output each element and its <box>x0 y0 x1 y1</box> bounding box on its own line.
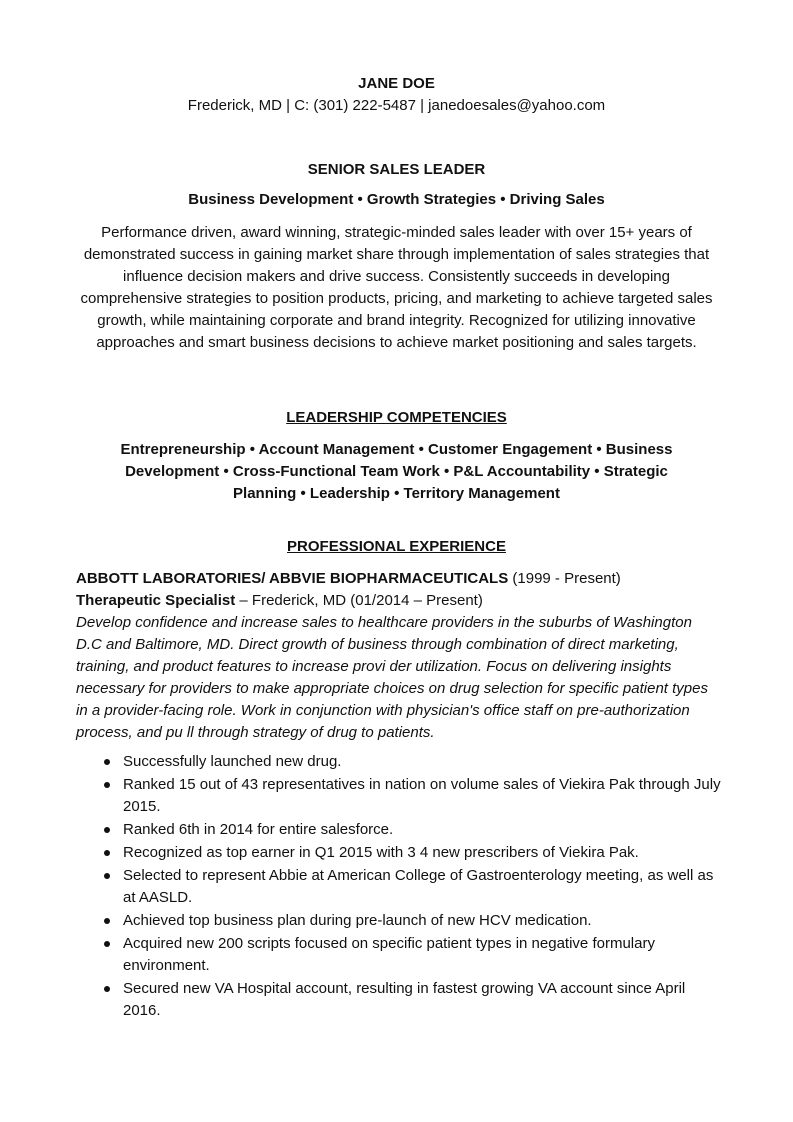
role-line <box>76 590 721 612</box>
summary-paragraph: Performance driven, award winning, strategic-minded sales leader with over 15+ years of demonstrated success in gaining market share through implementation of sales strategies that influence decision makers and drive success. Consistently succeeds in developing comprehensive strategies to position products, pricing, and marketing to achieve targeted sales growth, while maintaining corporate and brand integrity. Recognized for utilizing innovative approaches and smart business decisions to achieve market positioning and sales targets. <box>80 224 713 351</box>
company-line <box>76 568 721 590</box>
competencies-heading: LEADERSHIP COMPETENCIES <box>286 409 507 426</box>
professional-title: SENIOR SALES LEADER <box>307 161 486 178</box>
role-description: Develop confidence and increase sales to healthcare providers in the suburbs of Washington D.C and Baltimore, MD. Direct growth of business through combination of direct marketing, training, and product features to increase provi der utilization. Focus on delivering insights necessary for providers to make appropriate choices on drug selection for specific patient types in a provider-facing role. Work in conjunction with physician's office staff on pre-authorization process, and pu ll through strategy of drug to patients. <box>76 614 708 741</box>
bullet-icon <box>104 873 110 879</box>
achievements-list <box>76 751 721 1022</box>
list-item: Secured new VA Hospital account, resulting in fastest growing VA account since April 2016. <box>76 978 721 1022</box>
tagline: Business Development • Growth Strategies • Driving Sales <box>188 191 605 208</box>
company-name: ABBOTT LABORATORIES/ ABBVIE BIOPHARMACEUTICALS <box>76 570 509 587</box>
bullet-icon <box>104 782 110 788</box>
list-item: Recognized as top earner in Q1 2015 with 3 4 new prescribers of Viekira Pak. <box>76 842 721 864</box>
role-title: Therapeutic Specialist <box>76 592 236 609</box>
bullet-icon <box>104 986 110 992</box>
list-item: Ranked 15 out of 43 representatives in nation on volume sales of Viekira Pak through July 2015. <box>76 774 721 818</box>
bullet-icon <box>104 918 110 924</box>
competencies-list: Entrepreneurship • Account Management • Customer Engagement • Business Development • Cross-Functional Team Work • P&L Accountability • Strategic Planning • Leadership • Territory Management <box>120 441 673 502</box>
experience-heading: PROFESSIONAL EXPERIENCE <box>287 538 506 555</box>
list-item: Selected to represent Abbie at American College of Gastroenterology meeting, as well as at AASLD. <box>76 865 721 909</box>
company-dates: (1999 - Present) <box>508 570 621 587</box>
bullet-icon <box>104 850 110 856</box>
candidate-name: JANE DOE <box>358 75 435 92</box>
role-detail: – Frederick, MD (01/2014 – Present) <box>235 592 483 609</box>
list-item: Acquired new 200 scripts focused on specific patient types in negative formulary environment. <box>76 933 721 977</box>
experience-entry <box>76 568 721 1023</box>
bullet-icon <box>104 759 110 765</box>
list-item: Successfully launched new drug. <box>76 751 721 773</box>
bullet-icon <box>104 827 110 833</box>
list-item: Ranked 6th in 2014 for entire salesforce. <box>76 819 721 841</box>
bullet-icon <box>104 941 110 947</box>
contact-line: Frederick, MD | C: (301) 222-5487 | janedoesales@yahoo.com <box>187 97 606 114</box>
list-item: Achieved top business plan during pre-launch of new HCV medication. <box>76 910 721 932</box>
